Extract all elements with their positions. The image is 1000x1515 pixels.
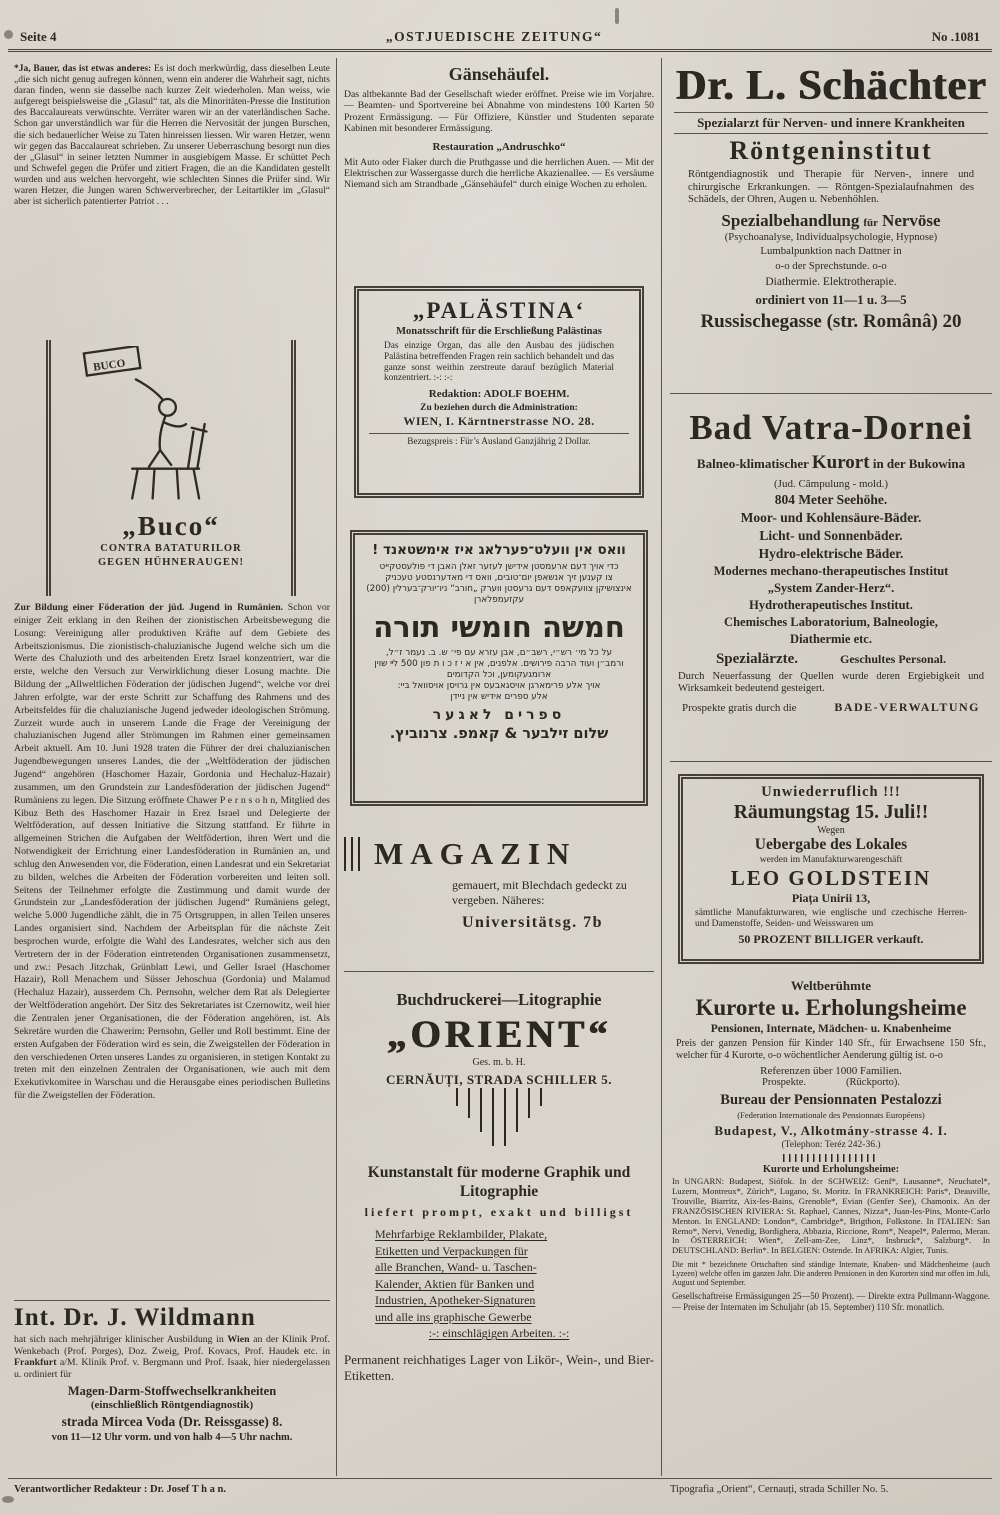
palaestina-body: Das einzige Organ, das alle den Ausbau des jüdischen Palästina betreffenden Fragen rein sachlich behandelt und das ganze sonst weithin zerstreute darauf bezüglich Material konzentriert. :-: :-: bbox=[384, 341, 614, 384]
scan-artifact bbox=[615, 8, 619, 24]
lead-article-intro: *Ja, Bauer, das ist etwas anderes: bbox=[14, 64, 152, 74]
wildmann-hours: von 11—12 Uhr vorm. und von halb 4—5 Uhr nachm. bbox=[51, 1432, 293, 1444]
gaensehaeufel-article bbox=[344, 64, 654, 280]
federation-article-text: Schon vor einiger Zeit erklang in den Reihen der zionistischen Arbeitsbewegung die Losung: Vereinigung aller produktiven Kräfte auf dem Gebiete des Arbeitszionismus. Die zionistisch-chaluzianische Jugend welche sich um die Werte des Chaluzioth und des arbeitenden Eretz Israel konzentriert, war die erste, welche den Versuch zur Verwirklichung dieser Losung machte. Die Bildung der „Allweltlichen Föderation der jüdischen Jugend“, welche vor drei Jahren erfolgte, war der erste Schritt zur Schaffung des Rahmens und des Arbeitsfeldes für die chaluzianische Jugend jedweder ideologischen Strömung. Zurzeit wurde auch in unserem Lande die Frage der Vereinigung der chaluzianischen Jugend aller Strömungen im Rahmen einer gemeinsamen Arbeit aktuell. Am 10. Juni 1928 traten die Führer der drei chaluzianischen Jugendbewegungen unseres Landes, die der „Weltföderation der jüdischen Jugend“ angehören (Haschomer Hazair, Gordonia und Hechaluz-Hazair) zusammen, um den Grundstein zur Landesföderation der jüdischen Jugend“ Rumäniens zu legen. Die Sitzung eröffnete Chawer P e r n s o h n, Mitglied des Kibuz Beth des Haschomer Hazair in Erez Israel und Delegierte der Weltföderation, auf dessen Initiative die Sitzung stattfand. Er führte in allgemeinen Strichen die Aufgaben der Weltfödertion, ihren Wert und die Notwendigkeit der Errichtung einer Landesföderation in Rumänien an, und schlug den Anwesenden vor, die Föderation, einen Landesrat und ein Sekretariat zu bilden, welches die Arbeiten der Föderation vorbereiten und leiten soll. Seitens der Teilnehmer erfolgte die Zustimmung und damit wurde der Grundstein zur „Landesföderation der jüdischen Jugend“ Rumäniens gelegt, welche 5.000 Jugendliche zählt, die in 75 Ortsgruppen, in allen Teilen unseres Landes organisiert sind. Nachdem der Arbeitsplan für die nächste Zeit besprochen wurde, erfolgte die Wahl des Landesrates, welcher sich aus den Vertretern der in der Föderation eintretenden Organisationen zusammensetzt, und zw.: Pesach Jitzchak, Grünblatt Lewi, und Geller Israel (Haschomer Hazair), Roll Menachem und Süsser Jehoschua (Gordonia) und Malamud (Hechaluz Hazair), ausserdem Ch. Pernsohn, welcher dem Rat als Delegierter der Weltföderation angehört. Der Sitz des Sekretariates ist Czernowitz, weil hier die Zentralen jener Organisationen, die der Föderation angehören, ist. Als Sekretäre wurden die Chawerim: Pernsohn, Geller und Roll bestimmt. Eine der ersten Aufgaben der Föderation wird es sein, die Zweigstellen der Föderation in den verschiedenen Orten unseres Landes zu organisieren, in stetigen Kontakt zu treten mit den einzelnen Zentralen der Organisationen, wie auch mit dem Exekutivkomitee in Warschau und die Herausgabe eines periodischen Bulletins für die Zweigstellen der Föderation. bbox=[14, 602, 330, 1102]
goldstein-discount: 50 PROZENT BILLIGER verkauft. bbox=[738, 932, 924, 946]
hebrew-ad-line1: כדי אויך דעם ארעמסטן אידישן לעזער זאלן האבן די פולעסטקייט bbox=[379, 562, 619, 572]
orient-ad bbox=[344, 984, 654, 1442]
vatra-sub-kurort: Kurort bbox=[811, 452, 870, 473]
federation-article bbox=[14, 602, 330, 1294]
palaestina-price: Bezugspreis : Für’s Ausland Ganzjährig 2 Dollar. bbox=[369, 433, 629, 447]
vatra-spezialaerzte: Spezialärzte. bbox=[715, 651, 799, 667]
vatra-dornei-ad bbox=[670, 400, 992, 762]
hebrew-ad-chumash-title: חמשה חומשי תורה bbox=[373, 610, 625, 644]
wildmann-specialty: Magen-Darm-Stoffwechselkrankheiten bbox=[67, 1384, 277, 1399]
orient-service-list bbox=[375, 1226, 623, 1342]
wildmann-specialty-note: (einschließlich Röntgendiagnostik) bbox=[90, 1399, 254, 1412]
responsible-editor-line: Verantwortlicher Redakteur : Dr. Josef T h a n. bbox=[14, 1484, 226, 1495]
kurorte-title: Kurorte u. Erholungsheime bbox=[695, 995, 967, 1020]
palaestina-title: „PALÄSTINA‘ bbox=[412, 298, 586, 323]
goldstein-raeumungstag: Räumungstag 15. Juli!! bbox=[733, 802, 929, 823]
kurorte-address: Budapest, V., Alkotmány-strasse 4. I. bbox=[714, 1123, 948, 1138]
vatra-prospekte: Prospekte gratis durch die bbox=[682, 701, 797, 714]
treatment-word-b: Nervöse bbox=[882, 210, 941, 230]
vatra-line: Hydrotherapeutisches Institut. bbox=[749, 598, 913, 612]
hebrew-ad-line3: אינצושיקן צוועקאפס דעם גרעסטן ווערק „חורב“ ניו־יורק־בערלין (200) עקזעמפלארן bbox=[366, 584, 632, 605]
buco-box-label: BUCO bbox=[92, 357, 127, 374]
vatra-line: Moor- und Kohlensäure-Bäder. bbox=[740, 510, 922, 525]
palaestina-address: WIEN, I. Kärntnerstrasse NO. 28. bbox=[403, 414, 595, 429]
schaechter-name: Dr. L. Schächter bbox=[675, 63, 987, 109]
gaensehaeufel-para1: Das altbekannte Bad der Gesellschaft wieder eröffnet. Preise wie im Vorjahre. — Beamten- und Sportvereine bei Abnahme von mindestens 100 Karten 50 Prozent Ermässigung. — Für Offiziere, Künstler und Studenten separate Kabinen mit besonderer Ermässigung. bbox=[344, 89, 654, 135]
buco-brand: „Buco“ bbox=[122, 511, 220, 541]
magazin-ad bbox=[344, 822, 654, 972]
federation-article-heading: Zur Bildung einer Föderation der jüd. Jugend in Rumänien. bbox=[14, 602, 284, 613]
orient-service-line: alle Branchen, Wand- u. Taschen- bbox=[375, 1260, 537, 1274]
kurorte-referenzen: Referenzen über 1000 Familien. bbox=[760, 1065, 902, 1077]
gaensehaeufel-para2: Mit Auto oder Fiaker durch die Pruthgasse und die herrlichen Auen. — Mit der Elektrischen zur Wassergasse durch die herrliche Akazienallee. — Es versäume Niemand sich am Strandbade „Gänsehäufel“ durch einige Wochen zu erholen. bbox=[344, 156, 654, 191]
goldstein-address: Piața Unirii 13, bbox=[791, 891, 871, 905]
treatment-word-mid: für bbox=[863, 216, 879, 229]
kurorte-list-heading: Kurorte und Erholungsheime: bbox=[762, 1164, 900, 1175]
hebrew-ad-owner: שלום זילבער & קאמפ. צרנוביץ. bbox=[389, 726, 609, 742]
scan-artifact bbox=[2, 1496, 14, 1503]
schaechter-address: Russischegasse (str. Românâ) 20 bbox=[700, 310, 962, 332]
issue-number: No .1081 bbox=[931, 29, 980, 44]
schaechter-ad bbox=[670, 60, 992, 394]
orient-service-line: Etiketten und Verpackungen für bbox=[375, 1243, 528, 1258]
hebrew-ad-headline: וואס אין וועלט־פערלאג איז אימשטאנד ! bbox=[372, 542, 626, 558]
vatra-line: Licht- und Sonnenbäder. bbox=[759, 528, 903, 543]
orient-service-line: und alle ins graphische Gewerbe bbox=[375, 1309, 532, 1324]
buco-ad bbox=[46, 340, 296, 596]
orient-trade-line: Buchdruckerei—Litographie bbox=[396, 990, 602, 1009]
orient-closing: Permanent reichhatiges Lager von Likör-, Wein-, und Bier-Etiketten. bbox=[344, 1351, 654, 1383]
palaestina-ad bbox=[354, 286, 644, 498]
kurorte-ad bbox=[670, 974, 992, 1462]
wildmann-ad-title: Int. Dr. J. Wildmann bbox=[14, 1304, 256, 1331]
vatra-line: Diathermie etc. bbox=[790, 632, 872, 646]
vatra-bade-verwaltung: BADE-VERWALTUNG bbox=[834, 699, 980, 714]
wildmann-ad-body bbox=[14, 1334, 330, 1380]
buco-line2: GEGEN HÜHNERAUGEN! bbox=[97, 557, 245, 568]
orient-liefert: liefert prompt, exakt und billigst bbox=[364, 1205, 634, 1219]
wildmann-city-wien: Wien bbox=[227, 1334, 250, 1345]
hebrew-books-ad bbox=[350, 530, 648, 806]
orient-service-line: Industrien, Apotheker-Signaturen bbox=[375, 1293, 536, 1307]
wildmann-body-3: a/M. Klinik Prof. v. Bergmann und Prof. Isaak, hier niedergelassen u. ordiniert für bbox=[14, 1357, 330, 1380]
hebrew-ad-line7: אלע ספרים אידיש אין ניידן bbox=[450, 692, 548, 702]
vatra-line: „System Zander-Herz“. bbox=[767, 581, 895, 595]
hebrew-ad-store-line: ספרים לאגער bbox=[432, 707, 566, 723]
schaechter-treatment-line bbox=[674, 211, 988, 231]
hebrew-ad-line4: על כל מי׳ רש״י, רשב״ם, אבן עזרא עם פי׳ ש. ב. נעמר ז״ל, bbox=[385, 648, 613, 658]
wildmann-ad bbox=[14, 1300, 330, 1472]
scan-artifact bbox=[4, 30, 13, 39]
wildmann-city-frankfurt: Frankfurt bbox=[14, 1357, 57, 1369]
palaestina-admin-note: Zu beziehen durch die Administration: bbox=[420, 403, 578, 414]
orient-gmbh: Ges. m. b. H. bbox=[472, 1057, 526, 1068]
schaechter-lumbal-line2: o-o der Sprechstunde. o-o bbox=[775, 259, 887, 272]
hebrew-ad-line5: ורמב״ן ועוד הרבה פירושים. אלפנים, אין א י ז כ ו ת פון 500 לײ שוין ארומגעקומען, וכל הקדומים bbox=[374, 659, 624, 680]
kurorte-prospekte: Prospekte. bbox=[762, 1077, 807, 1088]
lead-article-text: Es ist doch merkwürdig, dass dieselben Leute „die sich nicht genug aufregen können, wenn ein anderer die Wahrheit sagt, nichts daran finden, wenn sie dasselbe nach kurzer Zeit wiederholen. Man weiss, wie aufgeregt beispielsweise die „Glasul“ tat, als die Minoritäten-Presse die Institution des Baccalaureats verwünschte. Verräter waren wir an der vaterländischen Sache. Schon gar unverständlich war für die Herren die Nervosität der jungen Burschen, die sich bedauerlicher Weise zu Taten hinreissen liessen. Wir waren Hetzer, wenn wir gegen das Baccalaureat schrieben. Zu unserer Ueberraschung besorgt nun dies der „Glasul“ in seiner letzten Nummer in ausgiebigem Masse. Er schüttet Pech und Schwefel gegen die Prüfer und zitiert Fragen, die an die Kandidaten gestellt wurden und aus welchen hervorgeht, wie schlechten Sinnes die Prüfer sind. Wir waren Hetzer, die Jungen waren Schwerverbrecher, der Leitartikler im „Glasul“ aber ist sicherlich patentierter Patriot . . . bbox=[14, 64, 330, 208]
restauration-subheading: Restauration „Andruschko“ bbox=[432, 140, 566, 153]
vatra-line: Hydro-elektrische Bäder. bbox=[758, 546, 904, 561]
buco-illustration bbox=[59, 346, 289, 504]
kurorte-subtitle: Pensionen, Internate, Mädchen- u. Knabenheime bbox=[710, 1023, 952, 1035]
wildmann-body-2: an der Klinik Prof. Wenkebach (Prof. Porges), Doz. Zweig, Prof. Kovacs, Prof. Haudek etc. in bbox=[14, 1334, 330, 1357]
vatra-personal: Geschultes Personal. bbox=[840, 652, 946, 666]
masthead bbox=[8, 22, 992, 52]
buco-line1: CONTRA BATATURILOR bbox=[100, 543, 242, 554]
orient-service-line: Mehrfarbige Reklambilder, Plakate, bbox=[375, 1227, 548, 1241]
schaechter-body: Röntgendiagnostik und Therapie für Nerven-, innere und chirurgische Erkrankungen. — Röntgen-Spezialaufnahmen des Schädels, der Ohren, Augen u. Nebenhöhlen. bbox=[688, 169, 974, 206]
wildmann-body-1: hat sich nach mehrjähriger klinischer Ausbildung in bbox=[14, 1334, 224, 1345]
goldstein-name: LEO GOLDSTEIN bbox=[730, 866, 932, 890]
magazin-body: gemauert, mit Blechdach gedeckt zu vergeben. Näheres: bbox=[452, 878, 627, 907]
vatra-subtitle bbox=[674, 452, 988, 474]
hebrew-ad-line2: צו קענען זיך אנשאפן יום־טובים, וואס די מאדערנסטע טעכניק bbox=[385, 573, 613, 583]
goldstein-uebergabe: Uebergabe des Lokales bbox=[754, 836, 908, 853]
hebrew-ad-line6: אויך אלע פרימארגן אויסגאבעס אין גרויסן אויסוואל ביי: bbox=[397, 681, 601, 691]
newspaper-title: „OSTJUEDISCHE ZEITUNG“ bbox=[385, 29, 603, 44]
palaestina-redaktion: Redaktion: ADOLF BOEHM. bbox=[428, 388, 570, 401]
kurorte-bureau-subtitle: (Federation Internationale des Pensionnats Européens) bbox=[737, 1110, 925, 1120]
schaechter-diathermie: Diathermie. Elektrotherapie. bbox=[765, 275, 897, 288]
treatment-word-a: Spezialbehandlung bbox=[721, 210, 860, 230]
kurorte-rueckporto: (Rückporto). bbox=[846, 1077, 900, 1088]
gaensehaeufel-heading: Gänsehäufel. bbox=[448, 64, 550, 84]
kurorte-city-list: In UNGARN: Budapest, Siófok. In der SCHWEIZ: Genf*, Lausanne*, Neuchatel*, Luzern, Montreux*, Zürich*, Lugano, St. Moritz. In FRANKREICH: Paris*, Deauville, Trouville, Biarritz, Aix-les-Bains, Grenoble*, Evian (Genfer See), Chamonix. An der FRANZÖSISCHEN RIVIERA: St. Raphael, Cannes, Nizza*, Juan-les-Pins, Monte-Carlo Menton. In ENGLAND: London*, Cambridge*, Brigthon, Folkstone. In ITALIEN: San Remo*, Nervi, Venedig, Bordighera, Abbazia, Riccione, Rom*, Neapel*, Palermo, Meran. In ÖSTERREICH: Wien*, Zell-am-Zee, Linz*, Insbruck*, Salzburg*. In DEUTSCHLAND: Berlin*. In BELGIEN: Ostende. In AFRIKA: Algier, Tunis. bbox=[672, 1176, 990, 1256]
palaestina-subtitle: Monatsschrift für die Erschließung Palästinas bbox=[396, 326, 602, 337]
vatra-line: Chemisches Laboratorium, Balneologie, bbox=[724, 615, 938, 629]
vatra-spezialaerzte-row bbox=[674, 651, 988, 668]
tick-row-ornament bbox=[783, 1154, 879, 1162]
goldstein-body: sämtliche Manufakturwaren, wie englische und czechische Herren- und Damenstoffe, Seiden- und Weisswaren um bbox=[695, 908, 967, 929]
vatra-line: (Jud. Câmpulung - mold.) bbox=[774, 478, 888, 490]
orient-service-line: Kalender, Aktien für Banken und bbox=[375, 1276, 535, 1291]
orient-service-line: :-: einschlägigen Arbeiten. :-: bbox=[428, 1326, 570, 1340]
column-rule-right bbox=[661, 58, 662, 1476]
triple-bar-ornament bbox=[344, 837, 364, 871]
goldstein-line5: werden im Manufakturwarengeschäft bbox=[759, 855, 903, 865]
printer-imprint-line: Tipografia „Orient“, Cernauți, strada Schiller No. 5. bbox=[670, 1484, 889, 1495]
schaechter-hours: ordiniert von 11—1 u. 3—5 bbox=[755, 291, 907, 307]
goldstein-line1: Unwiederruflich !!! bbox=[761, 784, 901, 800]
goldstein-ad bbox=[678, 774, 984, 964]
page-number-label: Seite 4 bbox=[20, 29, 57, 44]
kurorte-body: Preis der ganzen Pension für Kinder 140 Sfr., für Erwachsene 150 Sfr., welcher für 4 Kurorte, o-o wöchentlicher Aenderung gültig ist. o-o bbox=[676, 1038, 986, 1061]
vatra-body: Durch Neuerfassung der Quellen wurde deren Ergiebigkeit und Wirksamkeit bedeutend gesteigert. bbox=[678, 671, 984, 695]
vatra-line: 804 Meter Seehöhe. bbox=[774, 492, 888, 507]
lead-article bbox=[14, 64, 330, 336]
schaechter-treatment-note: (Psychoanalyse, Individualpsychologie, Hypnose) bbox=[724, 231, 938, 243]
goldstein-wegen: Wegen bbox=[817, 825, 845, 836]
vatra-prospekte-row bbox=[674, 700, 988, 715]
kurorte-bureau: Bureau der Pensionnaten Pestalozzi bbox=[720, 1092, 942, 1108]
fringe-ornament bbox=[439, 1088, 559, 1154]
schaechter-institute: Röntgeninstitut bbox=[729, 136, 933, 165]
kurorte-note: Die mit * bezeichnete Ortschaften sind ständige Internate, Knaben- und Mädchenheime (auch Lyzeen) welche offen im ganzen Jahr. Die anderen Pensionen in den Kurorten sind nur offen im Juli, August und September. bbox=[672, 1260, 990, 1288]
vatra-line: Modernes mechano-therapeutisches Institut bbox=[713, 564, 949, 578]
kurorte-tag: Weltberühmte bbox=[790, 978, 872, 993]
footer-rule bbox=[8, 1478, 992, 1479]
magazin-address: Universitätsg. 7b bbox=[462, 914, 604, 931]
vatra-sub-post: in der Bukowina bbox=[872, 456, 966, 471]
orient-address: CERNĂUȚI, STRADA SCHILLER 5. bbox=[385, 1072, 613, 1087]
column-rule-left bbox=[336, 58, 337, 1476]
vatra-sub-pre: Balneo-klimatischer bbox=[696, 456, 809, 471]
schaechter-specialist-line: Spezialarzt für Nerven- und innere Krankheiten bbox=[674, 112, 988, 134]
wildmann-address: strada Mircea Voda (Dr. Reissgasse) 8. bbox=[61, 1414, 283, 1430]
kurorte-prospekte-row bbox=[672, 1077, 990, 1088]
orient-title: „ORIENT“ bbox=[386, 1013, 612, 1056]
orient-kunstanstalt: Kunstanstalt für moderne Graphik und Litographie bbox=[367, 1164, 631, 1200]
schaechter-lumbal-line1: Lumbalpunktion nach Dattner in bbox=[760, 244, 902, 257]
magazin-title: MAGAZIN bbox=[374, 836, 577, 871]
kurorte-phone: (Telephon: Teréz 242-36.) bbox=[781, 1140, 881, 1150]
vatra-title: Bad Vatra-Dornei bbox=[689, 408, 973, 447]
kurorte-closing: Gesellschaftreise Ermässigungen 25—50 Prozent). — Direkte extra Pullmann-Waggone. — Preise der Internaten im Schuljahr (ab 15. September) 110 Sfr. monatlich. bbox=[672, 1291, 990, 1312]
